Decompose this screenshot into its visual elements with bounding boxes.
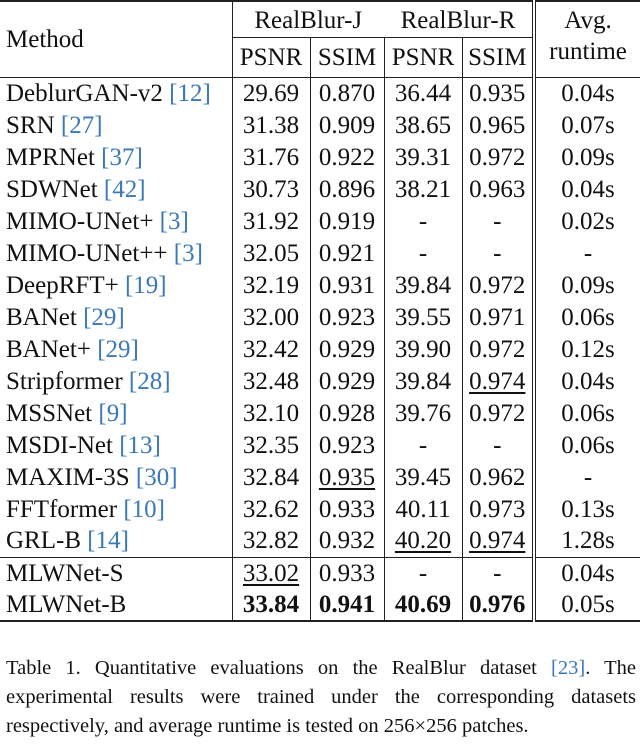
cell-j-psnr: [232, 269, 310, 301]
table-row: [0, 493, 640, 525]
cell-value: 32.10: [242, 399, 300, 427]
cell-value: 31.92: [242, 207, 300, 235]
method-label: MSDI-Net: [6, 431, 120, 459]
citation-link[interactable]: [12]: [169, 79, 211, 107]
citation-link[interactable]: [29]: [83, 303, 125, 331]
cell-value: 31.76: [242, 143, 300, 171]
citation-link[interactable]: [9]: [98, 399, 128, 427]
method-label: SRN: [6, 111, 61, 139]
cell-value: 1.28s: [561, 527, 615, 555]
cell-j-ssim: [310, 461, 384, 493]
cell-value: -: [493, 559, 502, 587]
cell-r-psnr: [384, 141, 462, 173]
method-name: [0, 269, 232, 301]
citation-link[interactable]: [19]: [124, 271, 167, 299]
cell-value: 32.62: [242, 495, 300, 523]
method-label: MIMO-UNet++: [6, 239, 174, 267]
cell-j-ssim: [310, 365, 384, 397]
cell-r-ssim: [462, 365, 534, 397]
cell-value: 32.00: [242, 303, 300, 331]
cell-value: 40.20: [394, 527, 452, 555]
cell-value: -: [583, 463, 593, 491]
cell-j-psnr: [232, 461, 310, 493]
cell-value: 0.974: [469, 527, 526, 555]
cell-runtime: [534, 109, 640, 141]
method-label: MLWNet-S: [6, 559, 124, 587]
cell-r-psnr: [384, 205, 462, 237]
cell-value: 0.923: [318, 303, 376, 331]
cell-value: 0.972: [469, 271, 526, 299]
cell-value: 39.90: [394, 335, 452, 363]
cell-value: 32.82: [242, 527, 300, 555]
cell-value: 38.21: [394, 175, 452, 203]
cell-value: 0.13s: [561, 495, 615, 523]
cell-value: 32.84: [242, 463, 300, 491]
table-row: [0, 77, 640, 109]
table-row: [0, 205, 640, 237]
cell-value: 0.04s: [561, 175, 615, 203]
cell-value: 0.965: [469, 111, 526, 139]
cell-value: 0.07s: [561, 111, 615, 139]
cell-value: 0.04s: [561, 559, 615, 587]
cell-runtime: [534, 205, 640, 237]
cell-runtime: [534, 333, 640, 365]
cell-value: 32.05: [242, 239, 300, 267]
cell-r-ssim: [462, 557, 534, 589]
citation-link[interactable]: [28]: [128, 367, 171, 395]
method-name: [0, 109, 232, 141]
method-label: MAXIM-3S: [6, 463, 136, 491]
caption-text-1: Table 1. Quantitative evaluations on the RealBlur dataset: [6, 657, 552, 679]
citation-link[interactable]: [37]: [101, 143, 143, 171]
method-name: [0, 365, 232, 397]
cell-value: 0.962: [469, 463, 526, 491]
cell-r-psnr: [384, 589, 462, 621]
cell-runtime: [534, 269, 640, 301]
cell-j-ssim: [310, 525, 384, 557]
citation-link[interactable]: [3]: [173, 239, 203, 267]
table-row: [0, 269, 640, 301]
cell-r-psnr: [384, 333, 462, 365]
cell-r-ssim: [462, 397, 534, 429]
cell-r-ssim: [462, 173, 534, 205]
table-row: [0, 557, 640, 589]
cell-value: -: [418, 207, 428, 235]
cell-runtime: [534, 237, 640, 269]
cell-r-psnr: [384, 461, 462, 493]
cell-r-ssim: [462, 237, 534, 269]
cell-value: 0.932: [318, 527, 376, 555]
cell-r-ssim: [462, 269, 534, 301]
cell-j-psnr: [232, 557, 310, 589]
cell-value: 0.922: [318, 143, 376, 171]
cell-value: -: [418, 239, 428, 267]
cell-value: 40.11: [395, 495, 451, 523]
header-j-ssim: SSIM: [310, 37, 384, 77]
method-name: [0, 301, 232, 333]
cell-j-ssim: [310, 77, 384, 109]
citation-link[interactable]: [3]: [159, 207, 189, 235]
cell-value: 0.909: [318, 111, 376, 139]
cell-value: 0.09s: [561, 143, 615, 171]
method-label: MSSNet: [6, 399, 99, 427]
cell-value: 0.929: [318, 335, 376, 363]
header-runtime-line2: runtime: [549, 38, 627, 65]
method-label: MPRNet: [6, 143, 102, 171]
cell-r-ssim: [462, 333, 534, 365]
method-name: [0, 589, 232, 621]
cell-r-psnr: [384, 269, 462, 301]
cell-r-ssim: [462, 429, 534, 461]
cell-runtime: [534, 173, 640, 205]
cell-r-ssim: [462, 205, 534, 237]
cell-value: 0.976: [469, 591, 526, 618]
cell-value: -: [493, 207, 502, 235]
cell-j-psnr: [232, 589, 310, 621]
cell-value: 0.05s: [561, 591, 615, 618]
cell-value: 32.42: [242, 335, 300, 363]
cell-value: 32.19: [242, 271, 300, 299]
method-label: Stripformer: [6, 367, 129, 395]
cell-value: 0.941: [318, 591, 376, 618]
method-name: [0, 557, 232, 589]
cell-r-ssim: [462, 525, 534, 557]
cell-j-psnr: [232, 429, 310, 461]
cell-value: 38.65: [394, 111, 452, 139]
method-name: [0, 429, 232, 461]
method-label: FFTformer: [6, 495, 124, 523]
cell-value: -: [583, 239, 593, 267]
cell-j-psnr: [232, 525, 310, 557]
cell-value: 0.929: [318, 367, 376, 395]
method-name: [0, 333, 232, 365]
method-label: MIMO-UNet+: [6, 207, 160, 235]
cell-r-ssim: [462, 141, 534, 173]
cell-j-psnr: [232, 109, 310, 141]
cell-r-psnr: [384, 429, 462, 461]
caption-text-2: . The experimental results were trained under the corresponding datasets respectively, and average runtime is tested on 256×256 patches.: [6, 657, 636, 737]
cell-j-ssim: [310, 429, 384, 461]
cell-value: 0.935: [469, 79, 526, 107]
cell-value: 0.921: [318, 239, 376, 267]
cell-runtime: [534, 77, 640, 109]
cell-r-psnr: [384, 397, 462, 429]
method-name: [0, 493, 232, 525]
cell-value: -: [493, 239, 502, 267]
cell-value: 0.928: [318, 399, 376, 427]
proposed-rows: [0, 557, 640, 621]
cell-value: 0.896: [318, 175, 376, 203]
cell-runtime: [534, 301, 640, 333]
table-row: [0, 461, 640, 493]
table-row: [0, 301, 640, 333]
table-row: [0, 141, 640, 173]
cell-value: 39.55: [394, 303, 452, 331]
method-label: DeblurGAN-v2: [6, 79, 170, 107]
cell-j-psnr: [232, 397, 310, 429]
header-method: Method: [0, 1, 232, 77]
header-realblur-j: RealBlur-J: [232, 1, 384, 37]
cell-r-psnr: [384, 173, 462, 205]
cell-r-psnr: [384, 109, 462, 141]
citation-link[interactable]: [14]: [87, 527, 129, 555]
table-row: [0, 173, 640, 205]
cell-value: 40.69: [394, 591, 452, 618]
cell-runtime: [534, 461, 640, 493]
cell-j-ssim: [310, 141, 384, 173]
cell-r-ssim: [462, 589, 534, 621]
cell-j-psnr: [232, 333, 310, 365]
method-name: [0, 397, 232, 429]
cell-r-ssim: [462, 109, 534, 141]
method-name: [0, 141, 232, 173]
cell-j-ssim: [310, 557, 384, 589]
header-r-psnr: PSNR: [384, 37, 462, 77]
citation-link[interactable]: [42]: [103, 175, 146, 203]
cell-value: 0.973: [469, 495, 526, 523]
header-r-ssim: SSIM: [462, 37, 534, 77]
citation-link[interactable]: [30]: [135, 463, 178, 491]
cell-r-psnr: [384, 365, 462, 397]
table-row: [0, 589, 640, 621]
cell-value: 0.933: [318, 495, 376, 523]
cell-value: 39.31: [394, 143, 452, 171]
cell-value: 33.02: [242, 559, 300, 587]
cell-r-ssim: [462, 461, 534, 493]
cell-value: 0.972: [469, 143, 526, 171]
cell-value: 39.76: [394, 399, 452, 427]
citation-link[interactable]: [10]: [123, 495, 166, 523]
baseline-rows: [0, 77, 640, 557]
cell-j-ssim: [310, 269, 384, 301]
cell-j-ssim: [310, 205, 384, 237]
cell-j-ssim: [310, 173, 384, 205]
cell-r-psnr: [384, 77, 462, 109]
cell-runtime: [534, 429, 640, 461]
cell-value: 32.35: [242, 431, 300, 459]
cell-value: 0.963: [469, 175, 526, 203]
cell-value: 0.919: [318, 207, 376, 235]
cell-j-ssim: [310, 301, 384, 333]
cell-value: 0.923: [318, 431, 376, 459]
cell-value: 0.931: [318, 271, 376, 299]
cell-j-psnr: [232, 77, 310, 109]
cell-value: 0.04s: [561, 367, 615, 395]
cell-value: 30.73: [242, 175, 300, 203]
method-name: [0, 461, 232, 493]
cell-value: 0.06s: [561, 303, 615, 331]
cell-r-ssim: [462, 301, 534, 333]
table-row: [0, 429, 640, 461]
method-name: [0, 205, 232, 237]
cell-value: 0.04s: [561, 79, 615, 107]
cell-r-psnr: [384, 525, 462, 557]
cell-j-psnr: [232, 173, 310, 205]
method-label: DeepRFT+: [6, 271, 125, 299]
cell-value: 31.38: [242, 111, 300, 139]
cell-value: 0.972: [469, 399, 526, 427]
cell-runtime: [534, 141, 640, 173]
method-label: BANet: [6, 303, 84, 331]
cell-r-psnr: [384, 301, 462, 333]
cell-runtime: [534, 589, 640, 621]
cell-j-ssim: [310, 237, 384, 269]
cell-j-ssim: [310, 333, 384, 365]
cell-value: 0.12s: [561, 335, 615, 363]
cell-runtime: [534, 493, 640, 525]
cell-value: -: [493, 431, 502, 459]
cell-value: 0.06s: [561, 399, 615, 427]
citation-link[interactable]: [29]: [97, 335, 139, 363]
cell-value: 0.02s: [561, 207, 615, 235]
cell-r-ssim: [462, 493, 534, 525]
method-label: GRL-B: [6, 527, 88, 555]
cell-value: 39.45: [394, 463, 452, 491]
table-row: [0, 237, 640, 269]
table-row: [0, 333, 640, 365]
cell-j-ssim: [310, 493, 384, 525]
cell-j-psnr: [232, 141, 310, 173]
cell-runtime: [534, 397, 640, 429]
cell-j-psnr: [232, 205, 310, 237]
method-label: MLWNet-B: [6, 591, 127, 618]
table-caption: [6, 654, 636, 741]
cell-runtime: [534, 557, 640, 589]
method-label: BANet+: [6, 335, 98, 363]
table-row: [0, 109, 640, 141]
cell-j-psnr: [232, 237, 310, 269]
cell-j-psnr: [232, 301, 310, 333]
cell-value: -: [418, 431, 428, 459]
cell-j-ssim: [310, 589, 384, 621]
cell-value: 0.870: [318, 79, 376, 107]
header-realblur-r: RealBlur-R: [384, 1, 534, 37]
cell-j-psnr: [232, 365, 310, 397]
method-name: [0, 237, 232, 269]
header-runtime-line1: Avg.: [534, 1, 640, 37]
cell-value: 0.933: [318, 559, 376, 587]
cell-value: 0.935: [318, 463, 376, 491]
method-name: [0, 77, 232, 109]
table-row: [0, 525, 640, 557]
cell-value: 33.84: [242, 591, 300, 618]
cell-value: 39.84: [394, 367, 452, 395]
citation-link[interactable]: [27]: [60, 111, 103, 139]
cell-runtime: [534, 365, 640, 397]
cell-value: 0.974: [469, 367, 526, 395]
cell-j-ssim: [310, 109, 384, 141]
citation-link[interactable]: [13]: [119, 431, 161, 459]
table-row: [0, 397, 640, 429]
method-name: [0, 525, 232, 557]
cell-value: 0.09s: [561, 271, 615, 299]
cell-value: 0.972: [469, 335, 526, 363]
table-row: [0, 365, 640, 397]
caption-citation: [23]: [551, 657, 586, 679]
header-j-psnr: PSNR: [232, 37, 310, 77]
cell-r-ssim: [462, 77, 534, 109]
cell-value: 0.06s: [561, 431, 615, 459]
cell-value: 0.971: [469, 303, 526, 331]
cell-j-psnr: [232, 493, 310, 525]
cell-r-psnr: [384, 493, 462, 525]
cell-value: 29.69: [242, 79, 300, 107]
cell-value: -: [418, 559, 428, 587]
cell-value: 39.84: [394, 271, 452, 299]
cell-value: 36.44: [394, 79, 452, 107]
cell-value: 32.48: [242, 367, 300, 395]
cell-j-ssim: [310, 397, 384, 429]
cell-r-psnr: [384, 237, 462, 269]
cell-runtime: [534, 525, 640, 557]
method-label: SDWNet: [6, 175, 104, 203]
method-name: [0, 173, 232, 205]
cell-r-psnr: [384, 557, 462, 589]
